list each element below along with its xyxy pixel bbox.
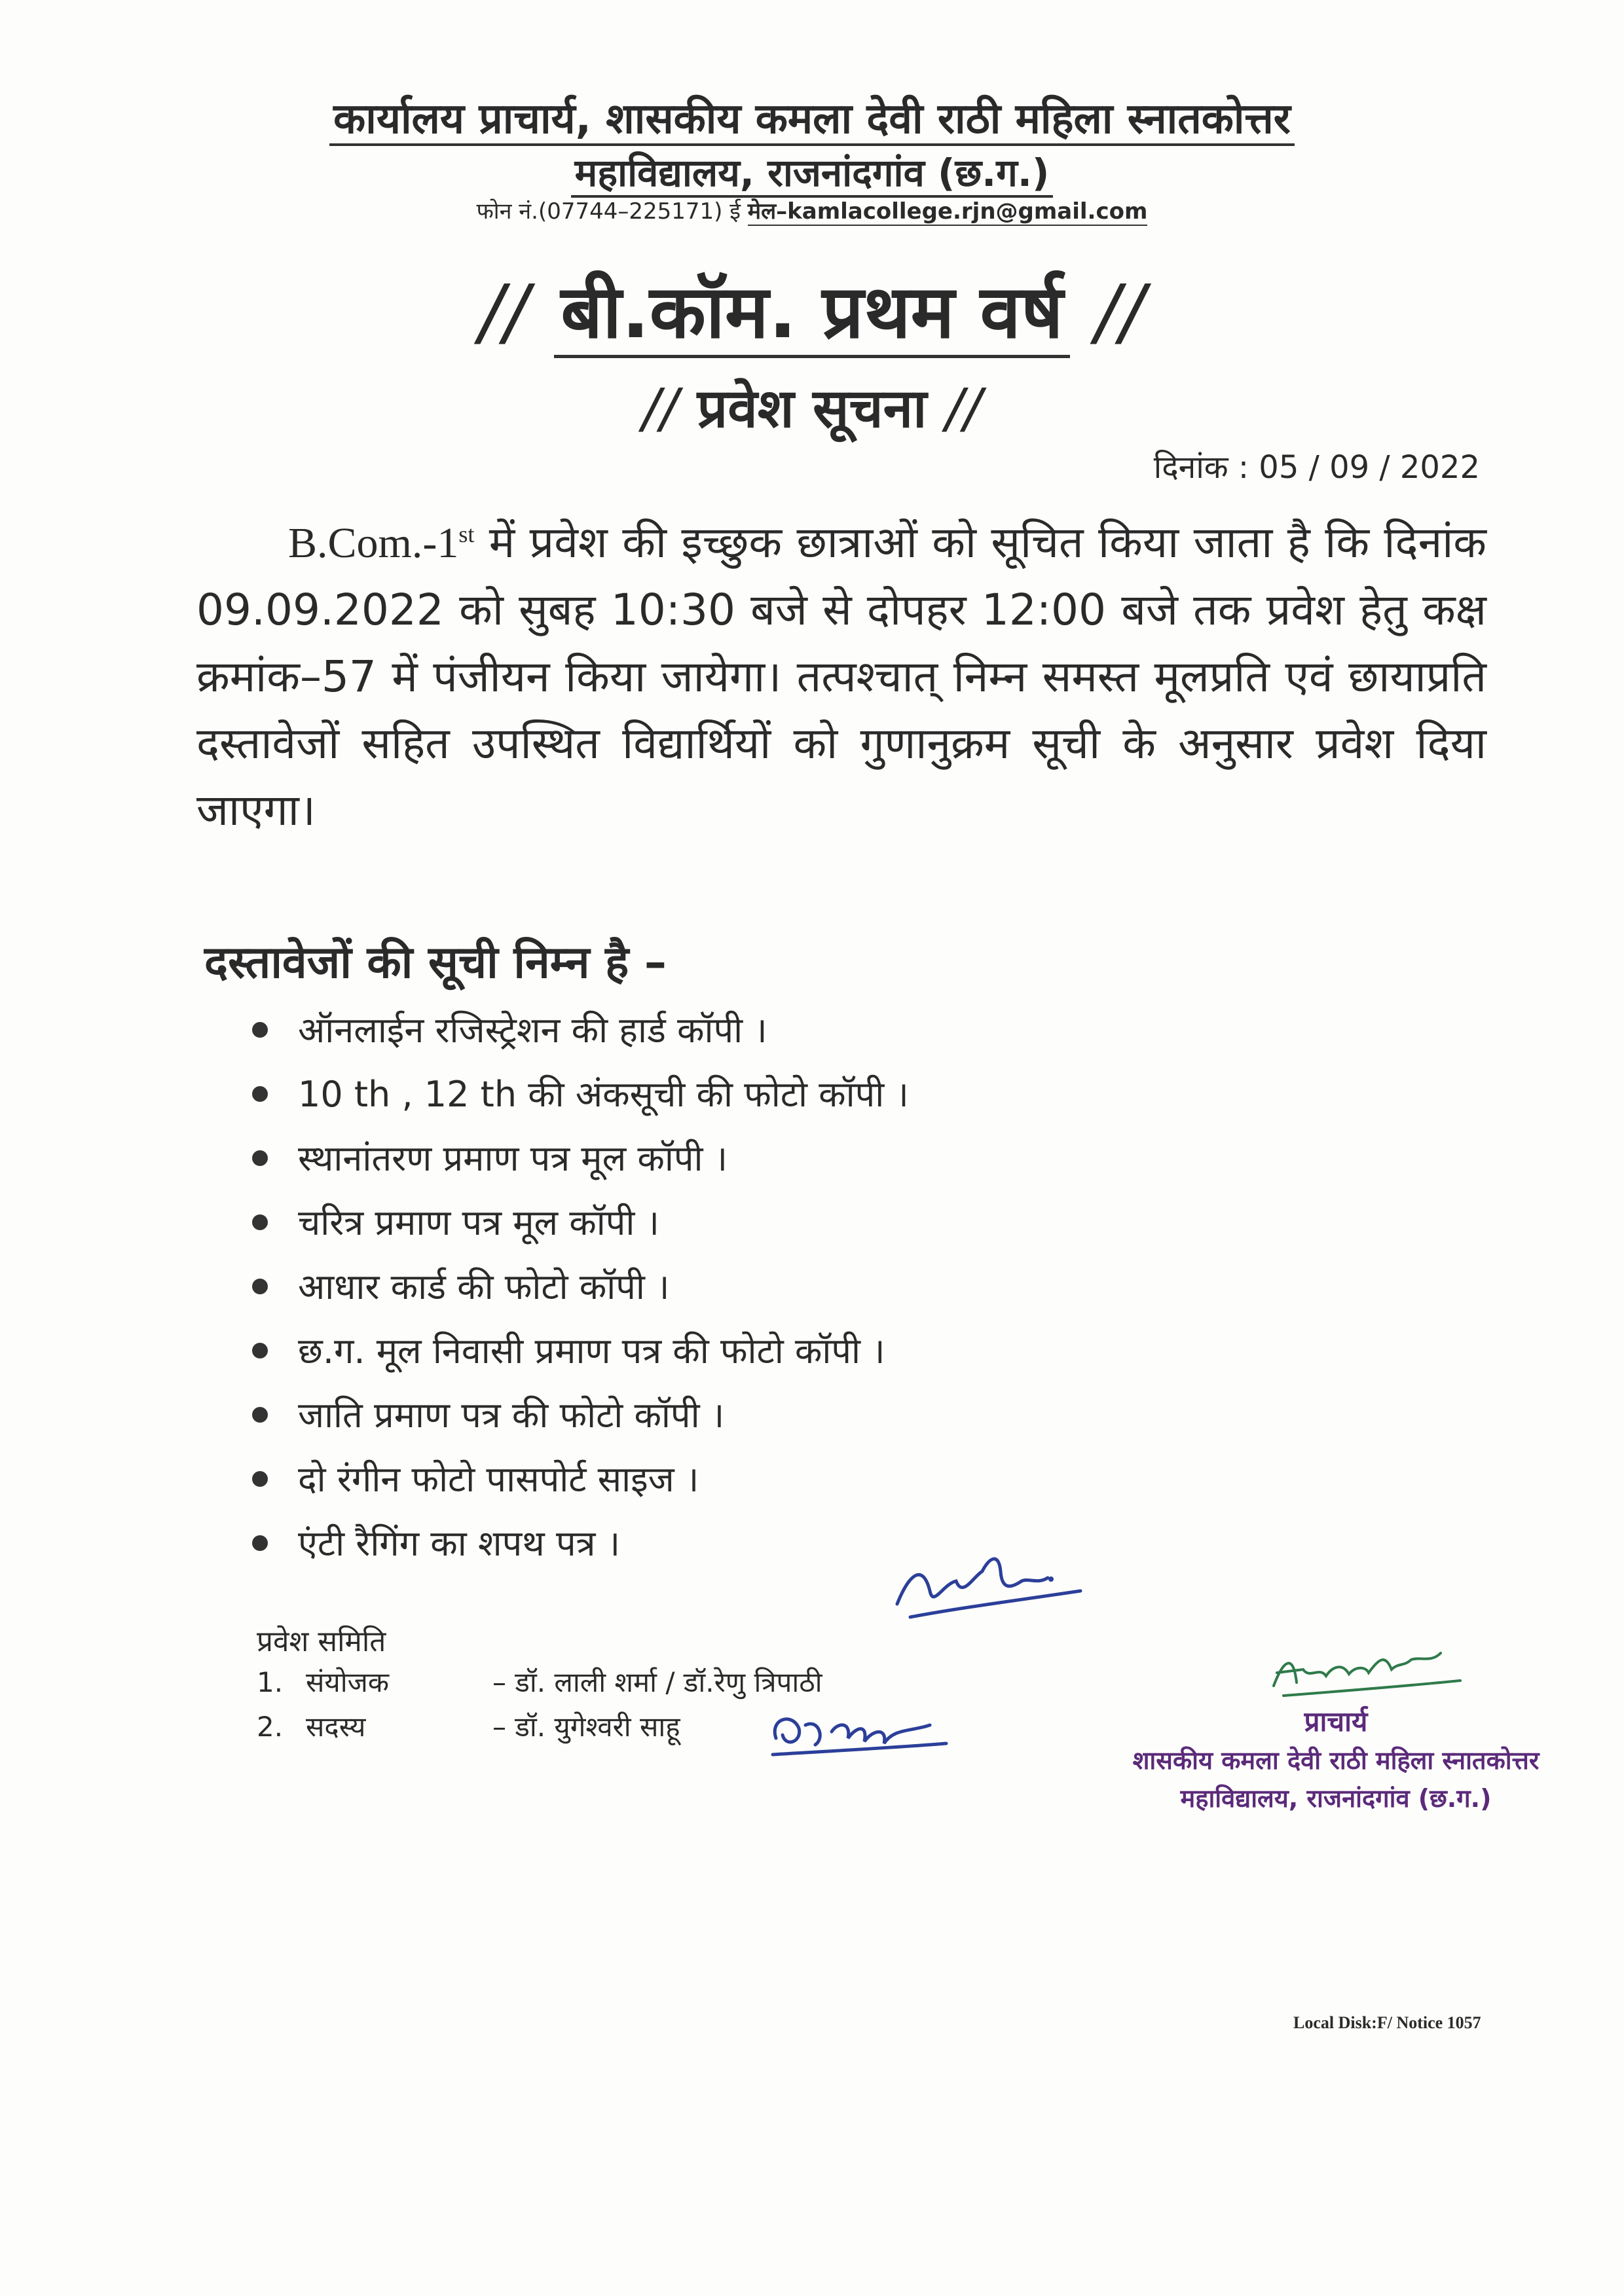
phone-label: फोन नं.(07744–225171) ई: [476, 198, 741, 225]
committee-member-row: 1. संयोजक – डॉ. लाली शर्मा / डॉ.रेणु त्रिपाठी: [257, 1663, 822, 1700]
documents-heading: दस्तावेजों की सूची निम्न है –: [204, 937, 667, 989]
signature-coordinator: [884, 1545, 1094, 1637]
member-role: सदस्य: [306, 1711, 366, 1743]
list-item: ऑनलाईन रजिस्ट्रेशन की हार्ड कॉपी ।: [252, 998, 909, 1063]
admission-notice-title: प्रवेश सूचना: [697, 378, 927, 440]
email-text: मेल–kamlacollege.rjn@gmail.com: [747, 198, 1148, 225]
committee-member-row: 2. सदस्य – डॉ. युगेश्वरी साहू: [257, 1707, 680, 1745]
documents-list: [252, 998, 909, 1576]
signature-member: [760, 1692, 956, 1771]
notice-body: B.Com.-1st में प्रवेश की इच्छुक छात्राओं को सूचित किया जाता है कि दिनांक 09.09.2022 को सुबह 10:30 बजे से दोपहर 12:00 बजे तक प्रवेश हेतु कक्ष क्रमांक–57 में पंजीयन किया जायेगा। तत्पश्चात् निम्न समस्त मूलप्रति एवं छायाप्रति दस्तावेजों सहित उपस्थित विद्यार्थियों को गुणानुक्रम सूची के अनुसार प्रवेश दिया जाएगा।: [196, 517, 1486, 835]
list-item: दो रंगीन फोटो पासपोर्ट साइज ।: [252, 1448, 909, 1512]
file-reference: Local Disk:F/ Notice 1057: [1293, 2013, 1481, 2032]
member-role: संयोजक: [306, 1666, 390, 1698]
office-heading-line1: कार्यालय प्राचार्य, शासकीय कमला देवी राठी महिला स्नातकोत्तर: [0, 88, 1624, 145]
committee-title: प्रवेश समिति: [257, 1625, 386, 1658]
list-item: आधार कार्ड की फोटो कॉपी ।: [252, 1255, 909, 1319]
principal-college: शासकीय कमला देवी राठी महिला स्नातकोत्तर: [1132, 1746, 1540, 1775]
list-item: चरित्र प्रमाण पत्र मूल कॉपी ।: [252, 1191, 909, 1255]
notice-title: // बी.कॉम. प्रथम वर्ष //: [0, 259, 1624, 359]
contact-line: [0, 195, 1624, 225]
course-title: बी.कॉम. प्रथम वर्ष: [554, 270, 1069, 358]
signature-principal: [1264, 1633, 1473, 1705]
notice-date: दिनांक : 05 / 09 / 2022: [1153, 449, 1480, 486]
member-name: – डॉ. युगेश्वरी साहू: [492, 1711, 680, 1743]
list-item: स्थानांतरण प्रमाण पत्र मूल कॉपी ।: [252, 1127, 909, 1191]
list-item: 10 th , 12 th की अंकसूची की फोटो कॉपी ।: [252, 1063, 909, 1127]
notice-subtitle: // प्रवेश सूचना //: [642, 378, 982, 440]
office-heading-line2: महाविद्यालय, राजनांदगांव (छ.ग.): [0, 145, 1624, 197]
list-item: एंटी रैगिंग का शपथ पत्र ।: [252, 1512, 909, 1576]
principal-stamp: [1107, 1702, 1565, 1817]
member-name: – डॉ. लाली शर्मा / डॉ.रेणु त्रिपाठी: [492, 1666, 822, 1698]
list-item: जाति प्रमाण पत्र की फोटो कॉपी ।: [252, 1383, 909, 1448]
list-item: छ.ग. मूल निवासी प्रमाण पत्र की फोटो कॉपी ।: [252, 1319, 909, 1383]
principal-title: प्राचार्य: [1304, 1705, 1368, 1738]
principal-location: महाविद्यालय, राजनांदगांव (छ.ग.): [1180, 1784, 1492, 1813]
